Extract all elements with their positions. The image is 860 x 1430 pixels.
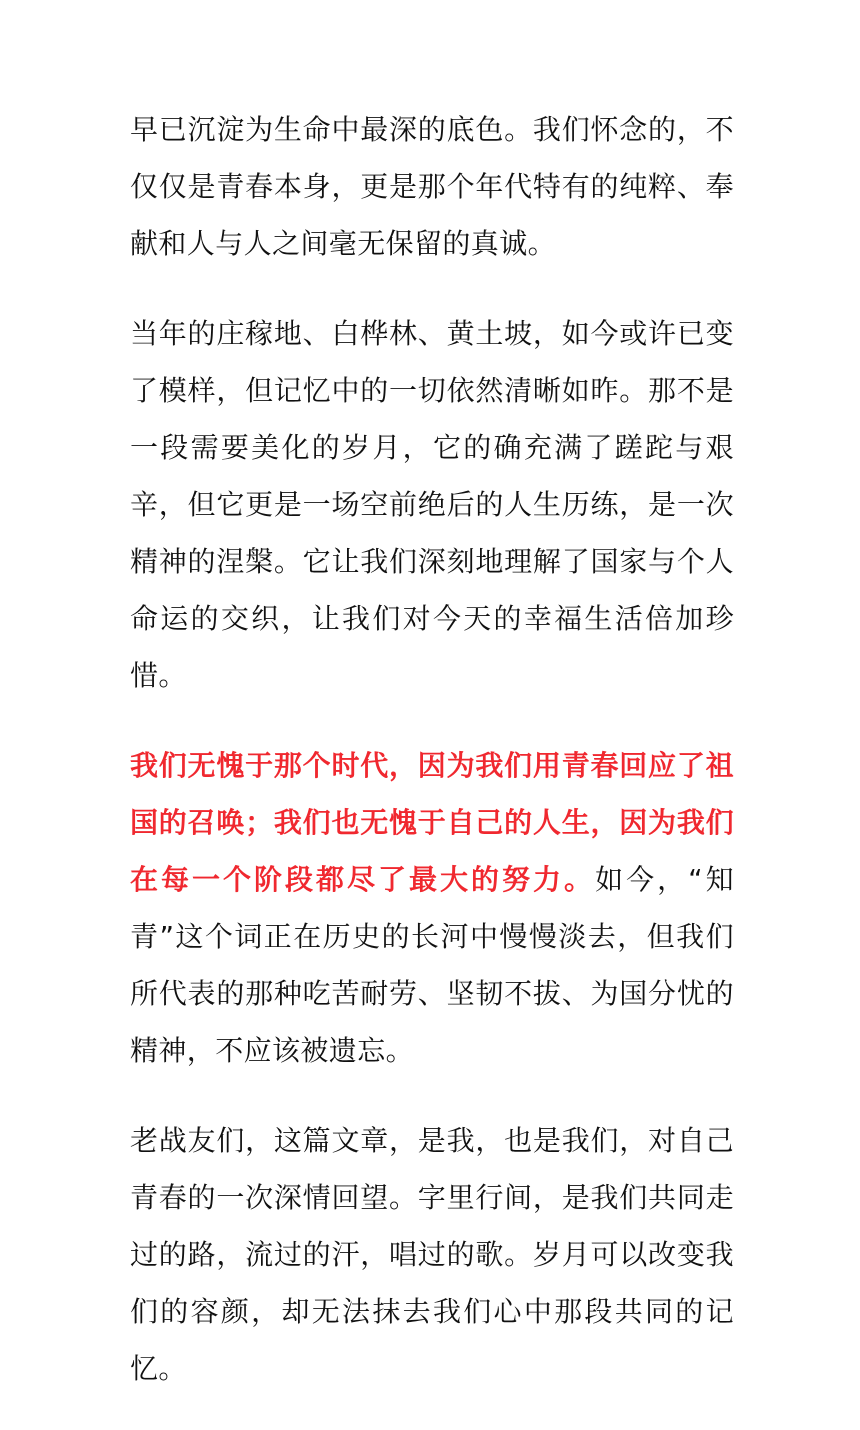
highlighted-sentence: 我们无愧于那个时代，因为我们用青春回应了祖国的召唤；我们也无愧于自己的人生，因为我们在每一个阶段都尽了最大的努力。 xyxy=(130,749,734,896)
paragraph-2-text: 当年的庄稼地、白桦林、黄土坡，如今或许已变了模样，但记忆中的一切依然清晰如昨。那不是一段需要美化的岁月，它的确充满了蹉跎与艰辛，但它更是一场空前绝后的人生历练，是一次精神的涅槃。它让我们深刻地理解了国家与个人命运的交织，让我们对今天的幸福生活倍加珍惜。 xyxy=(130,317,734,692)
paragraph-1-text: 早已沉淀为生命中最深的底色。我们怀念的，不仅仅是青春本身，更是那个年代特有的纯粹、奉献和人与人之间毫无保留的真诚。 xyxy=(130,113,734,260)
paragraph-4 xyxy=(130,1112,734,1397)
paragraph-2 xyxy=(130,305,734,704)
paragraph-1 xyxy=(130,101,734,272)
paragraph-4-text: 老战友们，这篇文章，是我，也是我们，对自己青春的一次深情回望。字里行间，是我们共同走过的路，流过的汗，唱过的歌。岁月可以改变我们的容颜，却无法抹去我们心中那段共同的记忆。 xyxy=(130,1124,734,1385)
article-body xyxy=(130,101,734,1430)
paragraph-3 xyxy=(130,737,734,1079)
paragraph-3-text: 如今，“知青”这个词正在历史的长河中慢慢淡去，但我们所代表的那种吃苦耐劳、坚韧不拔、为国分忧的精神，不应该被遗忘。 xyxy=(130,863,734,1067)
